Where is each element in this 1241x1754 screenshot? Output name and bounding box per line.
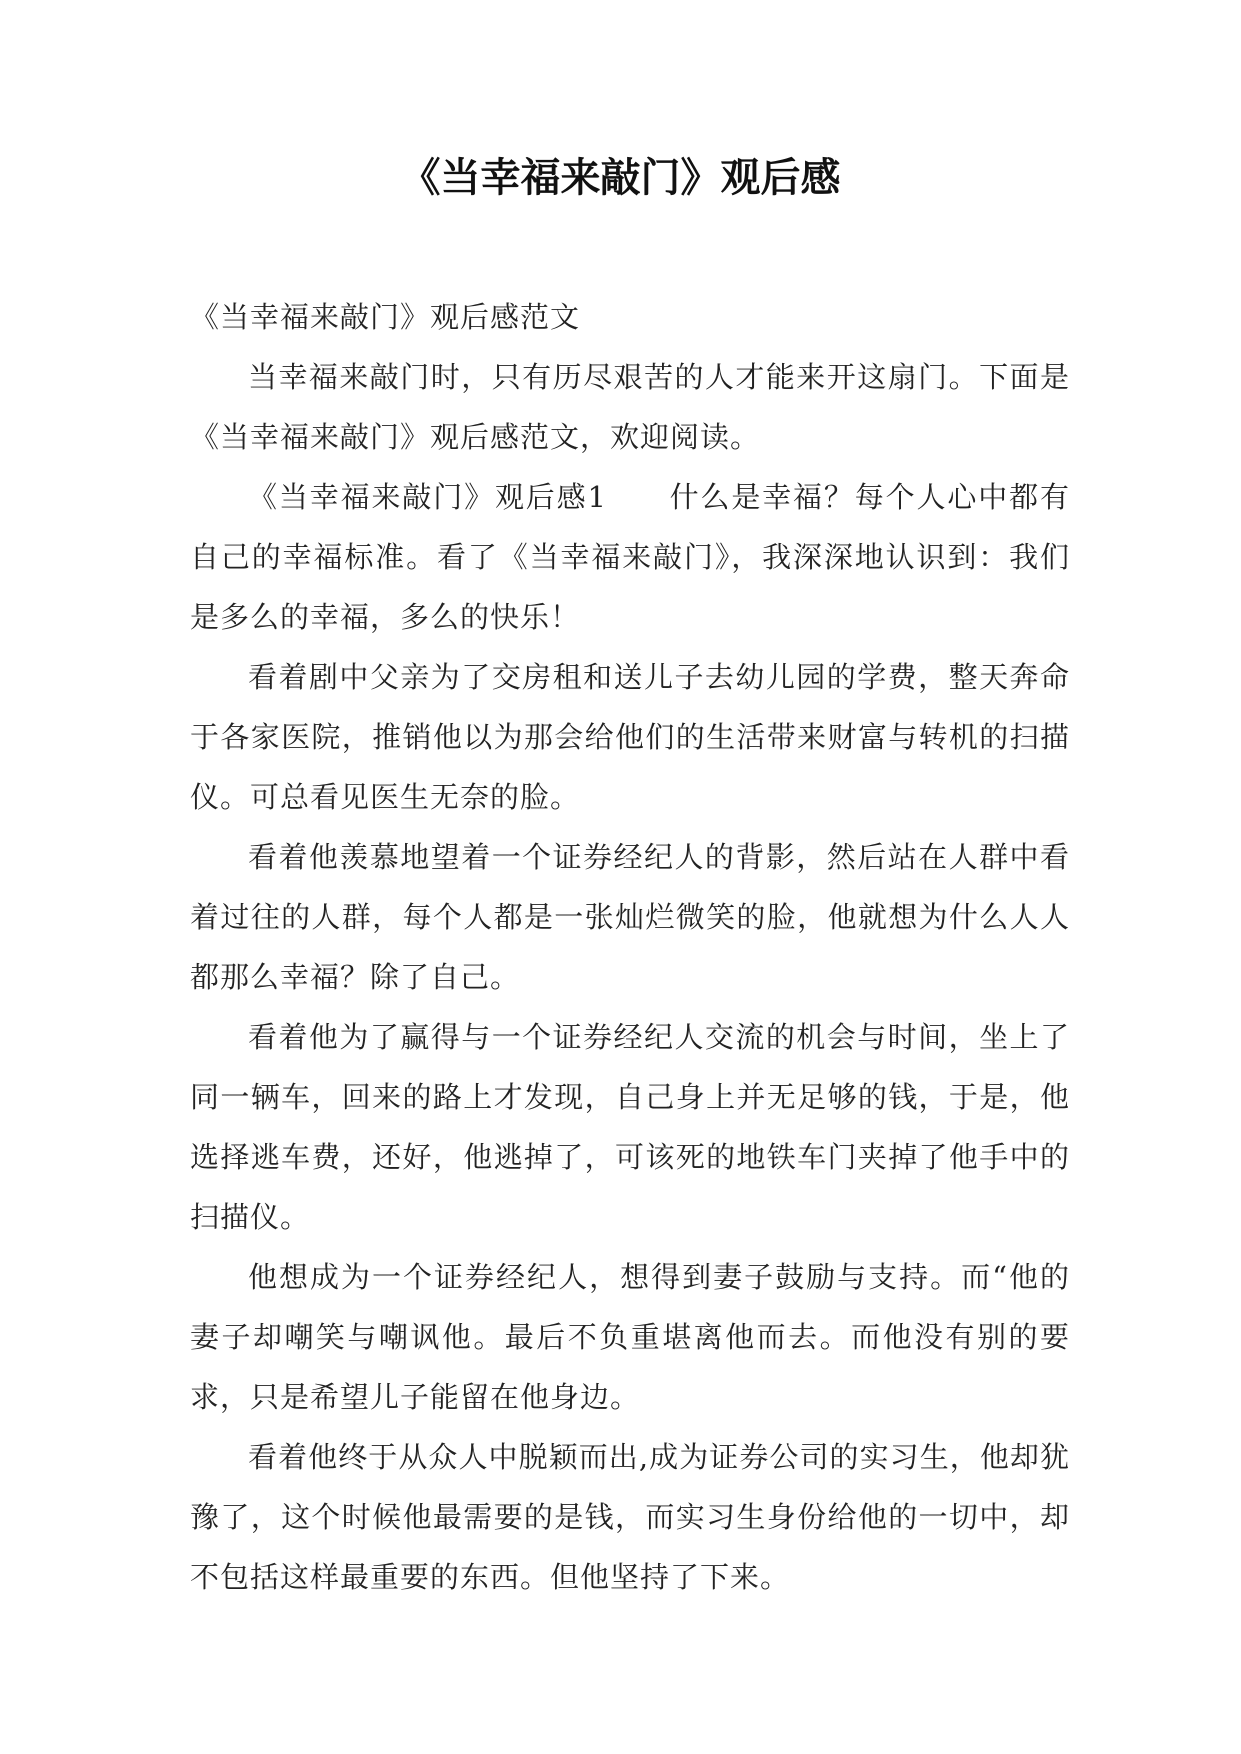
- document-title: 《当幸福来敲门》观后感: [400, 155, 841, 201]
- body-paragraph: 看着剧中父亲为了交房租和送儿子去幼儿园的学费，整天奔命于各家医院，推销他以为那会给他们的生活带来财富与转机的扫描仪。可总看见医生无奈的脸。: [190, 660, 1070, 814]
- document-body: [190, 287, 1070, 1607]
- body-paragraph: 看着他终于从众人中脱颖而出,成为证券公司的实习生，他却犹豫了，这个时候他最需要的是钱，而实习生身份给他的一切中，却不包括这样最重要的东西。但他坚持了下来。: [190, 1440, 1070, 1594]
- body-paragraph: 《当幸福来敲门》观后感1 什么是幸福？每个人心中都有自己的幸福标准。看了《当幸福来敲门》，我深深地认识到：我们是多么的幸福，多么的快乐！: [190, 480, 1070, 634]
- body-paragraph: 当幸福来敲门时，只有历尽艰苦的人才能来开这扇门。下面是《当幸福来敲门》观后感范文，欢迎阅读。: [190, 360, 1070, 454]
- subtitle-paragraph: 《当幸福来敲门》观后感范文: [190, 300, 581, 334]
- body-paragraph: 他想成为一个证券经纪人，想得到妻子鼓励与支持。而“他的妻子却嘲笑与嘲讽他。最后不负重堪离他而去。而他没有别的要求，只是希望儿子能留在他身边。: [190, 1260, 1070, 1414]
- body-paragraph: 看着他为了赢得与一个证券经纪人交流的机会与时间，坐上了同一辆车，回来的路上才发现，自己身上并无足够的钱，于是，他选择逃车费，还好，他逃掉了，可该死的地铁车门夹掉了他手中的扫描仪。: [190, 1020, 1070, 1234]
- body-paragraph: 看着他羡慕地望着一个证券经纪人的背影，然后站在人群中看着过往的人群，每个人都是一张灿烂微笑的脸，他就想为什么人人都那么幸福？除了自己。: [190, 840, 1070, 994]
